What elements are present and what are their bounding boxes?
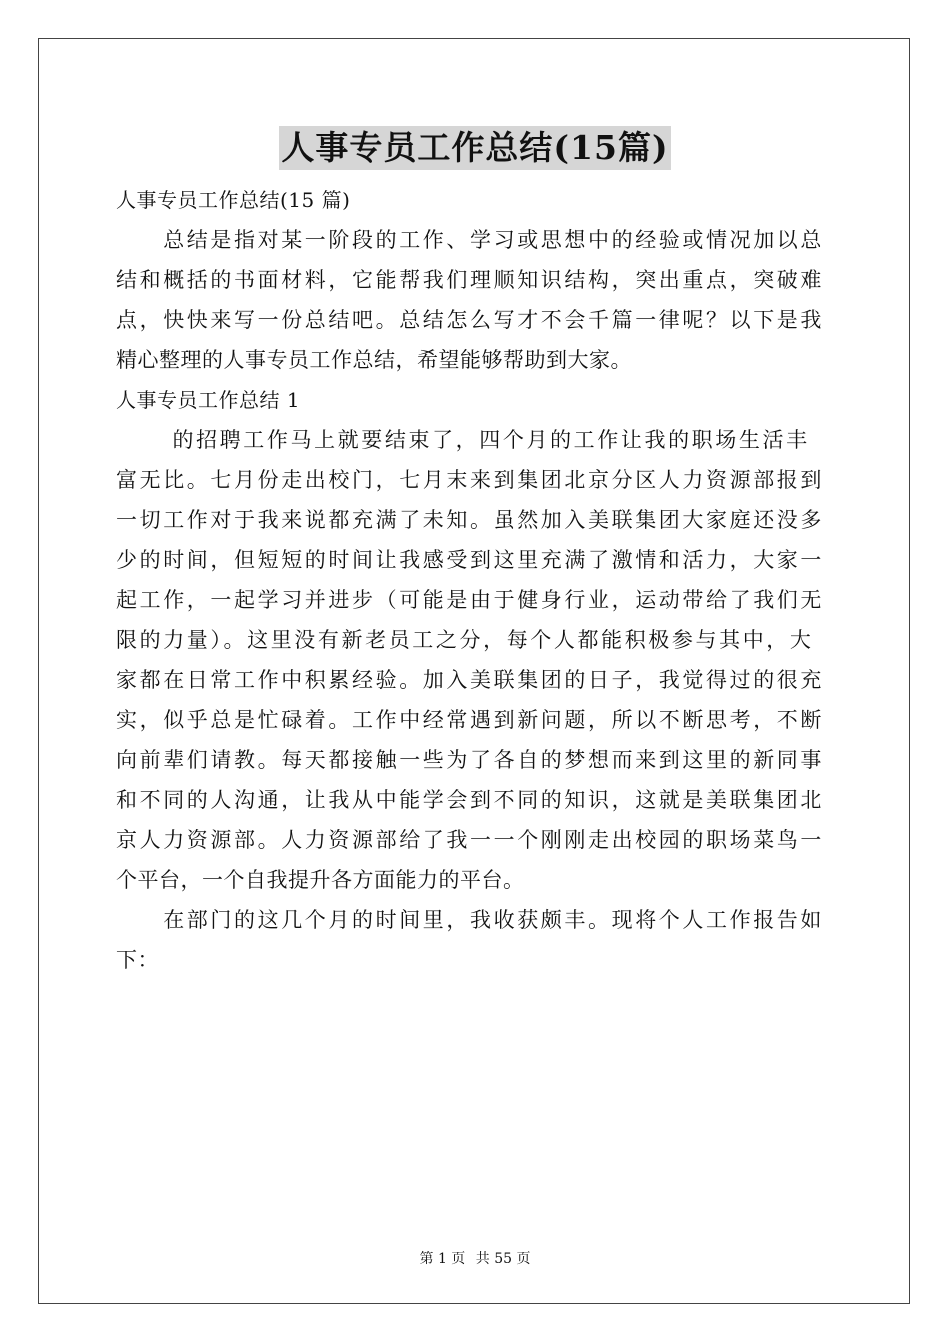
intro-line: 结和概括的书面材料，它能帮我们理顺知识结构，突出重点，突破难: [116, 268, 824, 292]
body-line: 少的时间，但短短的时间让我感受到这里充满了激情和活力，大家一: [116, 548, 824, 572]
document-subtitle: 人事专员工作总结(15 篇): [116, 188, 351, 212]
body-line: 京人力资源部。人力资源部给了我一一个刚刚走出校园的职场菜鸟一: [116, 828, 824, 852]
body-paragraph-1: [116, 420, 834, 900]
body-line: 向前辈们请教。每天都接触一些为了各自的梦想而来到这里的新同事: [116, 748, 824, 772]
body-line: 富无比。七月份走出校门，七月末来到集团北京分区人力资源部报到: [116, 468, 824, 492]
intro-paragraph: [116, 220, 834, 380]
body-paragraph-2: [116, 900, 834, 980]
page-footer: [0, 1248, 950, 1268]
body-line: 的招聘工作马上就要结束了，四个月的工作让我的职场生活丰: [116, 428, 810, 452]
body-line: 在部门的这几个月的时间里，我收获颇丰。现将个人工作报告如: [116, 908, 824, 932]
body-line: 限的力量）。这里没有新老员工之分，每个人都能积极参与其中，大: [116, 628, 814, 652]
body-line: 个平台，一个自我提升各方面能力的平台。: [116, 868, 525, 892]
body-line: 起工作，一起学习并进步（可能是由于健身行业，运动带给了我们无: [116, 588, 824, 612]
intro-line: 总结是指对某一阶段的工作、学习或思想中的经验或情况加以总: [116, 228, 824, 252]
document-title: 人事专员工作总结(15篇): [279, 126, 670, 170]
intro-line: 点，快快来写一份总结吧。总结怎么写才不会千篇一律呢？以下是我: [116, 308, 824, 332]
document-body: [116, 180, 834, 980]
title-wrap: [0, 126, 950, 170]
section-heading: 人事专员工作总结 1: [116, 388, 301, 412]
body-line: 一切工作对于我来说都充满了未知。虽然加入美联集团大家庭还没多: [116, 508, 824, 532]
body-line: 家都在日常工作中积累经验。加入美联集团的日子，我觉得过的很充: [116, 668, 824, 692]
page-number: 第 1 页: [419, 1251, 466, 1267]
body-line: 下：: [116, 948, 159, 972]
body-line: 实，似乎总是忙碌着。工作中经常遇到新问题，所以不断思考，不断: [116, 708, 824, 732]
body-line: 和不同的人沟通，让我从中能学会到不同的知识，这就是美联集团北: [116, 788, 824, 812]
page-total: 共 55 页: [475, 1251, 531, 1267]
intro-line: 精心整理的人事专员工作总结，希望能够帮助到大家。: [116, 348, 632, 372]
